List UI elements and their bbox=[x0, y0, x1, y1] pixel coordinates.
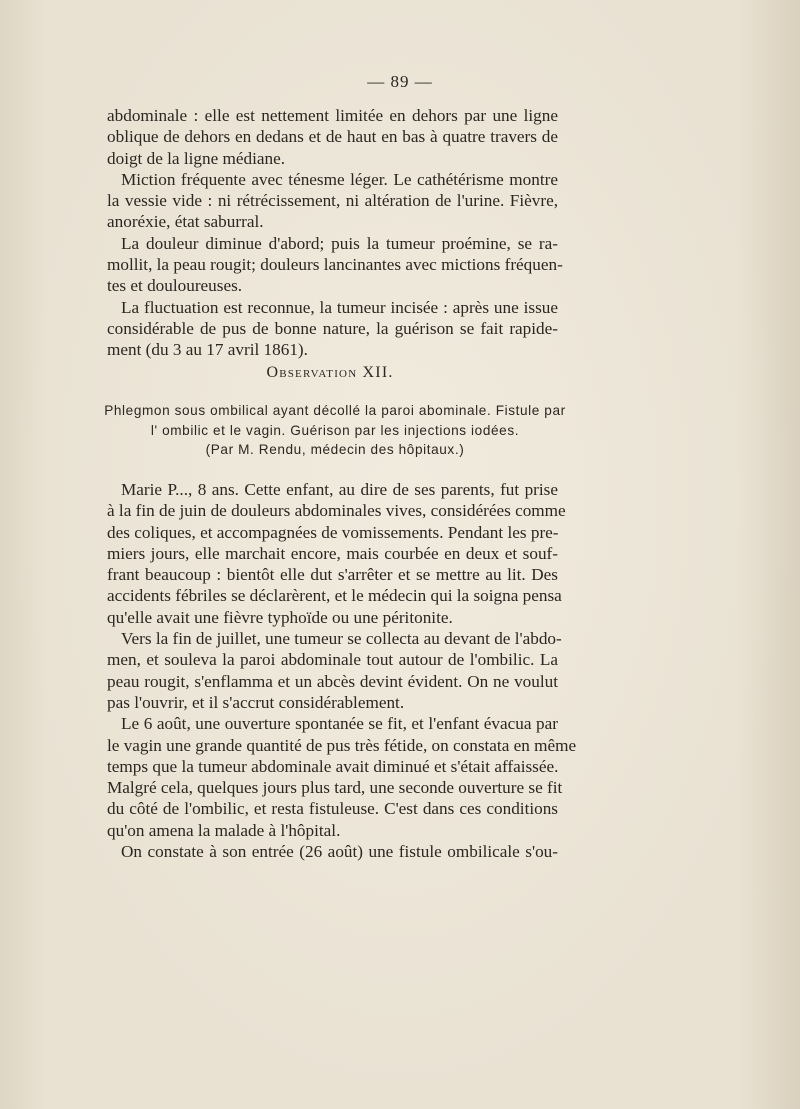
observation-heading: Observation XII. bbox=[266, 364, 394, 381]
text-line: abdominale : elle est nettement limitée en dehors par une ligne bbox=[107, 106, 558, 125]
text-line: On constate à son entrée (26 août) une fistule ombilicale s'ou- bbox=[121, 842, 558, 862]
subtitle-line: l' ombilic et le vagin. Guérison par les injections iodées. bbox=[150, 422, 520, 438]
text-line: Vers la fin de juillet, une tumeur se collecta au devant de l'abdo- bbox=[121, 629, 562, 649]
text-line: La douleur diminue d'abord; puis la tumeur proémine, se ra- bbox=[121, 233, 558, 253]
subtitle-line: (Par M. Rendu, médecin des hôpitaux.) bbox=[205, 442, 465, 457]
text-line: miers jours, elle marchait encore, mais courbée en deux et souf- bbox=[107, 543, 558, 563]
text-line: Marie P..., 8 ans. Cette enfant, au dire de ses parents, fut prise bbox=[121, 480, 558, 499]
text-line: La fluctuation est reconnue, la tumeur incisée : après une issue bbox=[121, 297, 558, 317]
text-line: anoréxie, état saburral. bbox=[107, 212, 264, 232]
text-line: Le 6 août, une ouverture spontanée se fit, et l'enfant évacua par bbox=[121, 714, 558, 734]
paragraph-block-1 bbox=[107, 105, 563, 361]
text-line: le vagin une grande quantité de pus très fétide, on constata en même bbox=[107, 735, 577, 755]
text-line: tes et douloureuses. bbox=[107, 276, 243, 296]
text-line: mollit, la peau rougit; douleurs lancinantes avec mictions fréquen- bbox=[107, 255, 563, 275]
text-line: à la fin de juin de douleurs abdominales vives, considérées comme bbox=[107, 501, 566, 521]
text-line: Malgré cela, quelques jours plus tard, une seconde ouverture se fit bbox=[107, 778, 563, 798]
text-line: pas l'ouvrir, et il s'accrut considérablement. bbox=[107, 692, 405, 712]
observation-subtitle bbox=[100, 401, 570, 460]
text-line: doigt de la ligne médiane. bbox=[107, 148, 286, 168]
text-line: des coliques, et accompagnées de vomissements. Pendant les pre- bbox=[107, 522, 559, 542]
text-line: Miction fréquente avec ténesme léger. Le cathétérisme montre bbox=[121, 169, 558, 189]
text-line: peau rougit, s'enflamma et un abcès devint évident. On ne voulut bbox=[107, 671, 558, 691]
text-line: considérable de pus de bonne nature, la guérison se fait rapide- bbox=[107, 318, 558, 338]
paragraph-block-2 bbox=[107, 479, 577, 862]
text-line: du côté de l'ombilic, et resta fistuleuse. C'est dans ces conditions bbox=[107, 799, 558, 819]
text-line: oblique de dehors en dedans et de haut en bas à quatre travers de bbox=[107, 127, 558, 147]
text-line: accidents fébriles se déclarèrent, et le médecin qui la soigna pensa bbox=[107, 586, 562, 606]
text-line: temps que la tumeur abdominale avait diminué et s'était affaissée. bbox=[107, 756, 559, 776]
text-line: qu'on amena la malade à l'hôpital. bbox=[107, 820, 341, 840]
text-line: la vessie vide : ni rétrécissement, ni altération de l'urine. Fièvre, bbox=[107, 191, 558, 211]
page-number: — 89 — bbox=[367, 72, 433, 91]
text-line: frant beaucoup : bientôt elle dut s'arrêter et se mettre au lit. Des bbox=[107, 565, 558, 585]
subtitle-line: Phlegmon sous ombilical ayant décollé la paroi abominale. Fistule par bbox=[104, 403, 566, 418]
text-line: men, et souleva la paroi abdominale tout autour de l'ombilic. La bbox=[107, 650, 558, 670]
text-line: qu'elle avait une fièvre typhoïde ou une péritonite. bbox=[107, 607, 453, 627]
text-line: ment (du 3 au 17 avril 1861). bbox=[107, 340, 308, 360]
